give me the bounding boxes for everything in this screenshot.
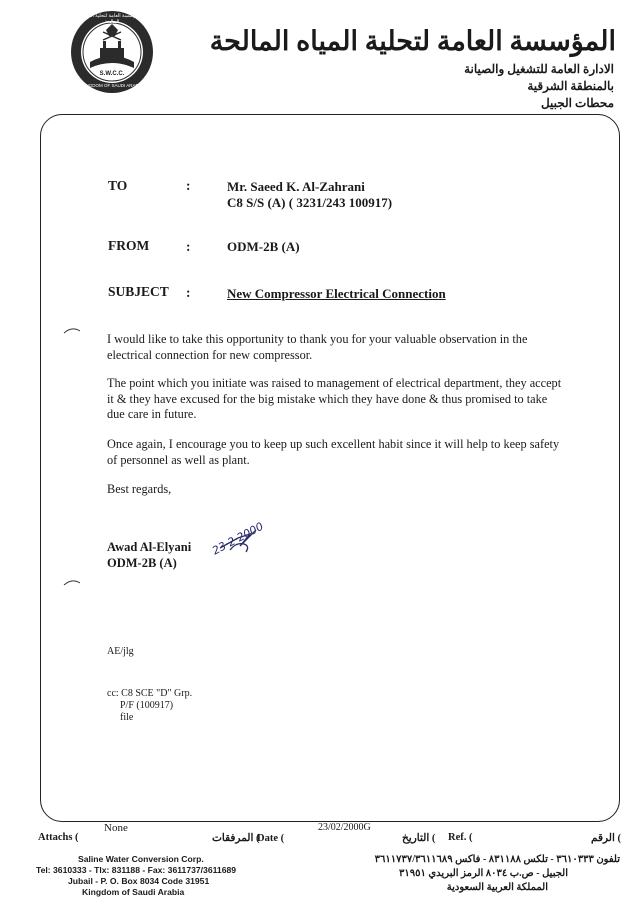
date-label: Date (	[257, 833, 285, 844]
attachs-value: None	[104, 822, 128, 834]
footer-country: Kingdom of Saudi Arabia	[82, 887, 185, 897]
from-label: FROM	[108, 238, 150, 253]
cc-pf: P/F (100917)	[120, 700, 174, 711]
date-arabic: ) التاريخ	[402, 833, 436, 844]
footer-company: Saline Water Conversion Corp.	[78, 854, 204, 864]
footer-country-arabic: المملكة العربية السعودية	[446, 882, 548, 893]
from-value: ODM-2B (A)	[227, 239, 300, 254]
footer-address: Jubail - P. O. Box 8034 Code 31951	[68, 876, 210, 886]
signatory-name: Awad Al-Elyani	[107, 540, 192, 554]
cc-line: cc: C8 SCE "D" Grp.	[107, 688, 193, 699]
subject-label: SUBJECT	[108, 284, 169, 299]
ref-label: Ref. (	[448, 832, 473, 843]
body-paragraph-1: I would like to take this opportunity to thank you for your valuable observation in the electrical connection for new compressor.	[107, 332, 528, 362]
body-paragraph-2: The point which you initiate was raised to management of electrical department, they accept it & they have excused for the big mistake which they have done & thus promised to take due care in future.	[107, 376, 562, 421]
to-reference: C8 S/S (A) ( 3231/243 100917)	[227, 195, 393, 210]
footer-phone: Tel: 3610333 - Tlx: 831188 - Fax: 3611737/3611689	[36, 865, 237, 875]
body-paragraph-3: Once again, I encourage you to keep up such excellent habit since it will help to keep safety of personnel as well as plant.	[107, 437, 560, 467]
subject-colon: :	[186, 285, 191, 300]
subject-value: New Compressor Electrical Connection	[227, 286, 446, 301]
footer-address-arabic: الجبيل - ص.ب ٨٠٣٤ الرمز البريدي ٣١٩٥١	[398, 868, 568, 879]
seal-bottom-text: KINGDOM OF SAUDI ARABIA	[81, 83, 143, 88]
margin-mark	[63, 578, 81, 586]
to-colon: :	[186, 178, 191, 193]
cc-file: file	[120, 712, 134, 723]
department-arabic: الادارة العامة للتشغيل والصيانة	[464, 62, 614, 76]
footer-phone-arabic: تلفون ٣٦١٠٣٣٣ - تلكس ٨٣١١٨٨ - فاكس ٣٦١١٧٣٧/٣٦١١٦٨٩	[374, 854, 620, 865]
date-value: 23/02/2000G	[318, 822, 371, 833]
region-arabic: بالمنطقة الشرقية	[527, 79, 614, 93]
initials: AE/jlg	[107, 646, 134, 657]
seal-top-text: المؤسسة العامة لتحلية المياه المالحة	[82, 14, 142, 25]
from-colon: :	[186, 239, 191, 254]
handwritten-date: 23·2·2000	[210, 519, 266, 558]
to-name: Mr. Saeed K. Al-Zahrani	[227, 179, 365, 194]
attachs-arabic: ) المرفقات	[212, 833, 260, 844]
attachs-label: Attachs (	[38, 832, 79, 843]
ref-arabic: ) الرقم	[591, 833, 622, 844]
org-name-arabic: المؤسسة العامة لتحلية المياه المالحة	[209, 26, 616, 56]
to-label: TO	[108, 178, 128, 193]
seal-abbrev: S.W.C.C.	[99, 71, 125, 77]
margin-mark	[63, 326, 81, 334]
signatory-title: ODM-2B (A)	[107, 556, 177, 570]
swcc-seal	[70, 10, 154, 94]
plants-arabic: محطات الجبيل	[540, 96, 614, 110]
closing: Best regards,	[107, 482, 172, 496]
